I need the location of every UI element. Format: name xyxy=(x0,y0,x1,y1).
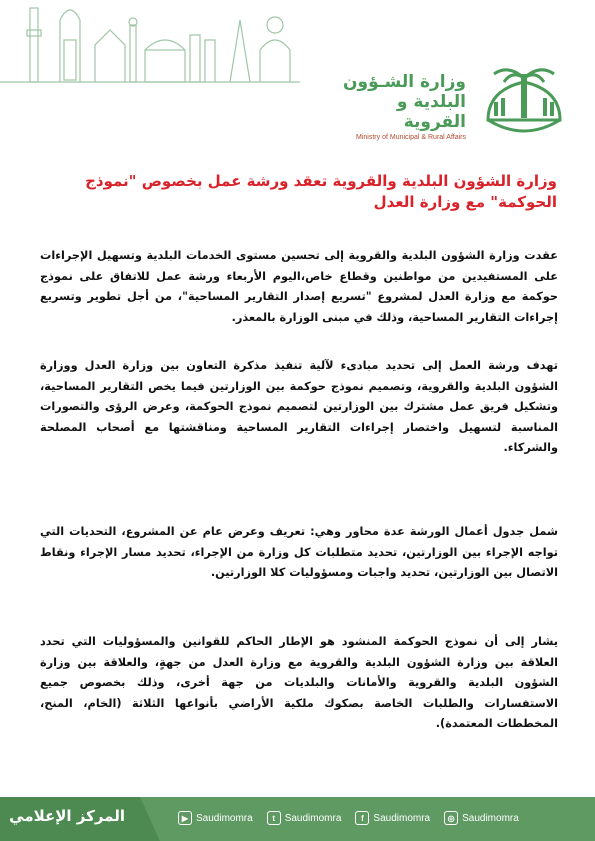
ministry-name-ar-line2: البلدية و القروية xyxy=(396,92,466,132)
media-center-label: المركز الإعلامي xyxy=(9,807,125,825)
social-handle: Saudimomra xyxy=(373,812,431,824)
article-title: وزارة الشؤون البلدية والقروية تعقد ورشة عمل بخصوص "نموذج الحوكمة" مع وزارة العدل xyxy=(85,172,557,211)
social-twitter[interactable] xyxy=(267,811,342,825)
palm-emblem-logo xyxy=(468,60,580,144)
ministry-name-ar-line1: وزارة الشـؤون xyxy=(343,72,466,92)
social-facebook[interactable] xyxy=(355,811,430,825)
facebook-icon: f xyxy=(355,811,369,825)
footer-bar xyxy=(0,797,595,841)
social-links xyxy=(178,811,519,825)
article-paragraph-4: يشار إلى أن نموذج الحوكمة المنشود هو الإطار الحاكم للقوانين والمسؤوليات التي تحدد العلاقة بين وزارة الشؤون البلدية والقروية مع وزارة العدل من جهةٍ، والعلاقة بين وزارة الشؤون البلدية والقروية والأمانات والبلديات من جهة أخرى، وذلك بخصوص جميع الاستفسارات والطلبات الخاصة بصكوك ملكية الأراضي بأنواعها الثلاثة (الخام، المنح، المخططات المعتمدة). xyxy=(40,635,558,730)
youtube-icon: ▶ xyxy=(178,811,192,825)
social-youtube[interactable] xyxy=(178,811,253,825)
twitter-icon: t xyxy=(267,811,281,825)
social-handle: Saudimomra xyxy=(196,812,253,824)
article-paragraph-1: عقدت وزارة الشؤون البلدية والقروية إلى تحسين مستوى الخدمات البلدية وتسهيل الإجراءات على المستفيدين من مواطنين وقطاع خاص،اليوم الأربعاء ورشة عمل للاتفاق على نموذج حوكمة مع وزارة العدل لمشروع "تسريع إصدار التقارير المساحية"، من أجل تطوير وتسريع إجراءات التقارير المساحية، وذلك في مبنى الوزارة بالمعذر. xyxy=(40,249,558,324)
social-handle: Saudimomra xyxy=(284,812,342,824)
instagram-icon: ◎ xyxy=(444,811,458,825)
ministry-logo-text xyxy=(330,72,466,141)
article-paragraph-3: شمل جدول أعمال الورشة عدة محاور وهي: تعريف وعرض عام عن المشروع، التحديات التي تواجه الإجراء بين الوزارتين، تحديد متطلبات كل وزارة من الإجراء، تحديد مسار الإجراء ونقاط الاتصال بين الوزارتين، تحديد واجبات ومسؤوليات كلا الوزارتين. xyxy=(40,525,558,579)
city-skyline-illustration xyxy=(0,0,300,88)
article-paragraph-2: تهدف ورشة العمل إلى تحديد مبادىء لآلية تنفيذ مذكرة التعاون بين وزارة العدل ووزارة الشؤون البلدية والقروية، وتصميم نموذج حوكمة بين الوزارتين فيما يخص التقارير المساحية، وتشكيل فريق عمل مشترك بين الوزارتين لتصميم نموذج الحوكمة، وعرض الرؤى والتصورات المناسبة لتسهيل واختصار إجراءات التقارير المساحية ومناقشتها مع أصحاب المصلحة والشركاء. xyxy=(40,359,558,454)
ministry-name-en: Ministry of Municipal & Rural Affairs xyxy=(356,134,466,141)
social-handle: Saudimomra xyxy=(462,812,519,824)
social-instagram[interactable] xyxy=(444,811,519,825)
